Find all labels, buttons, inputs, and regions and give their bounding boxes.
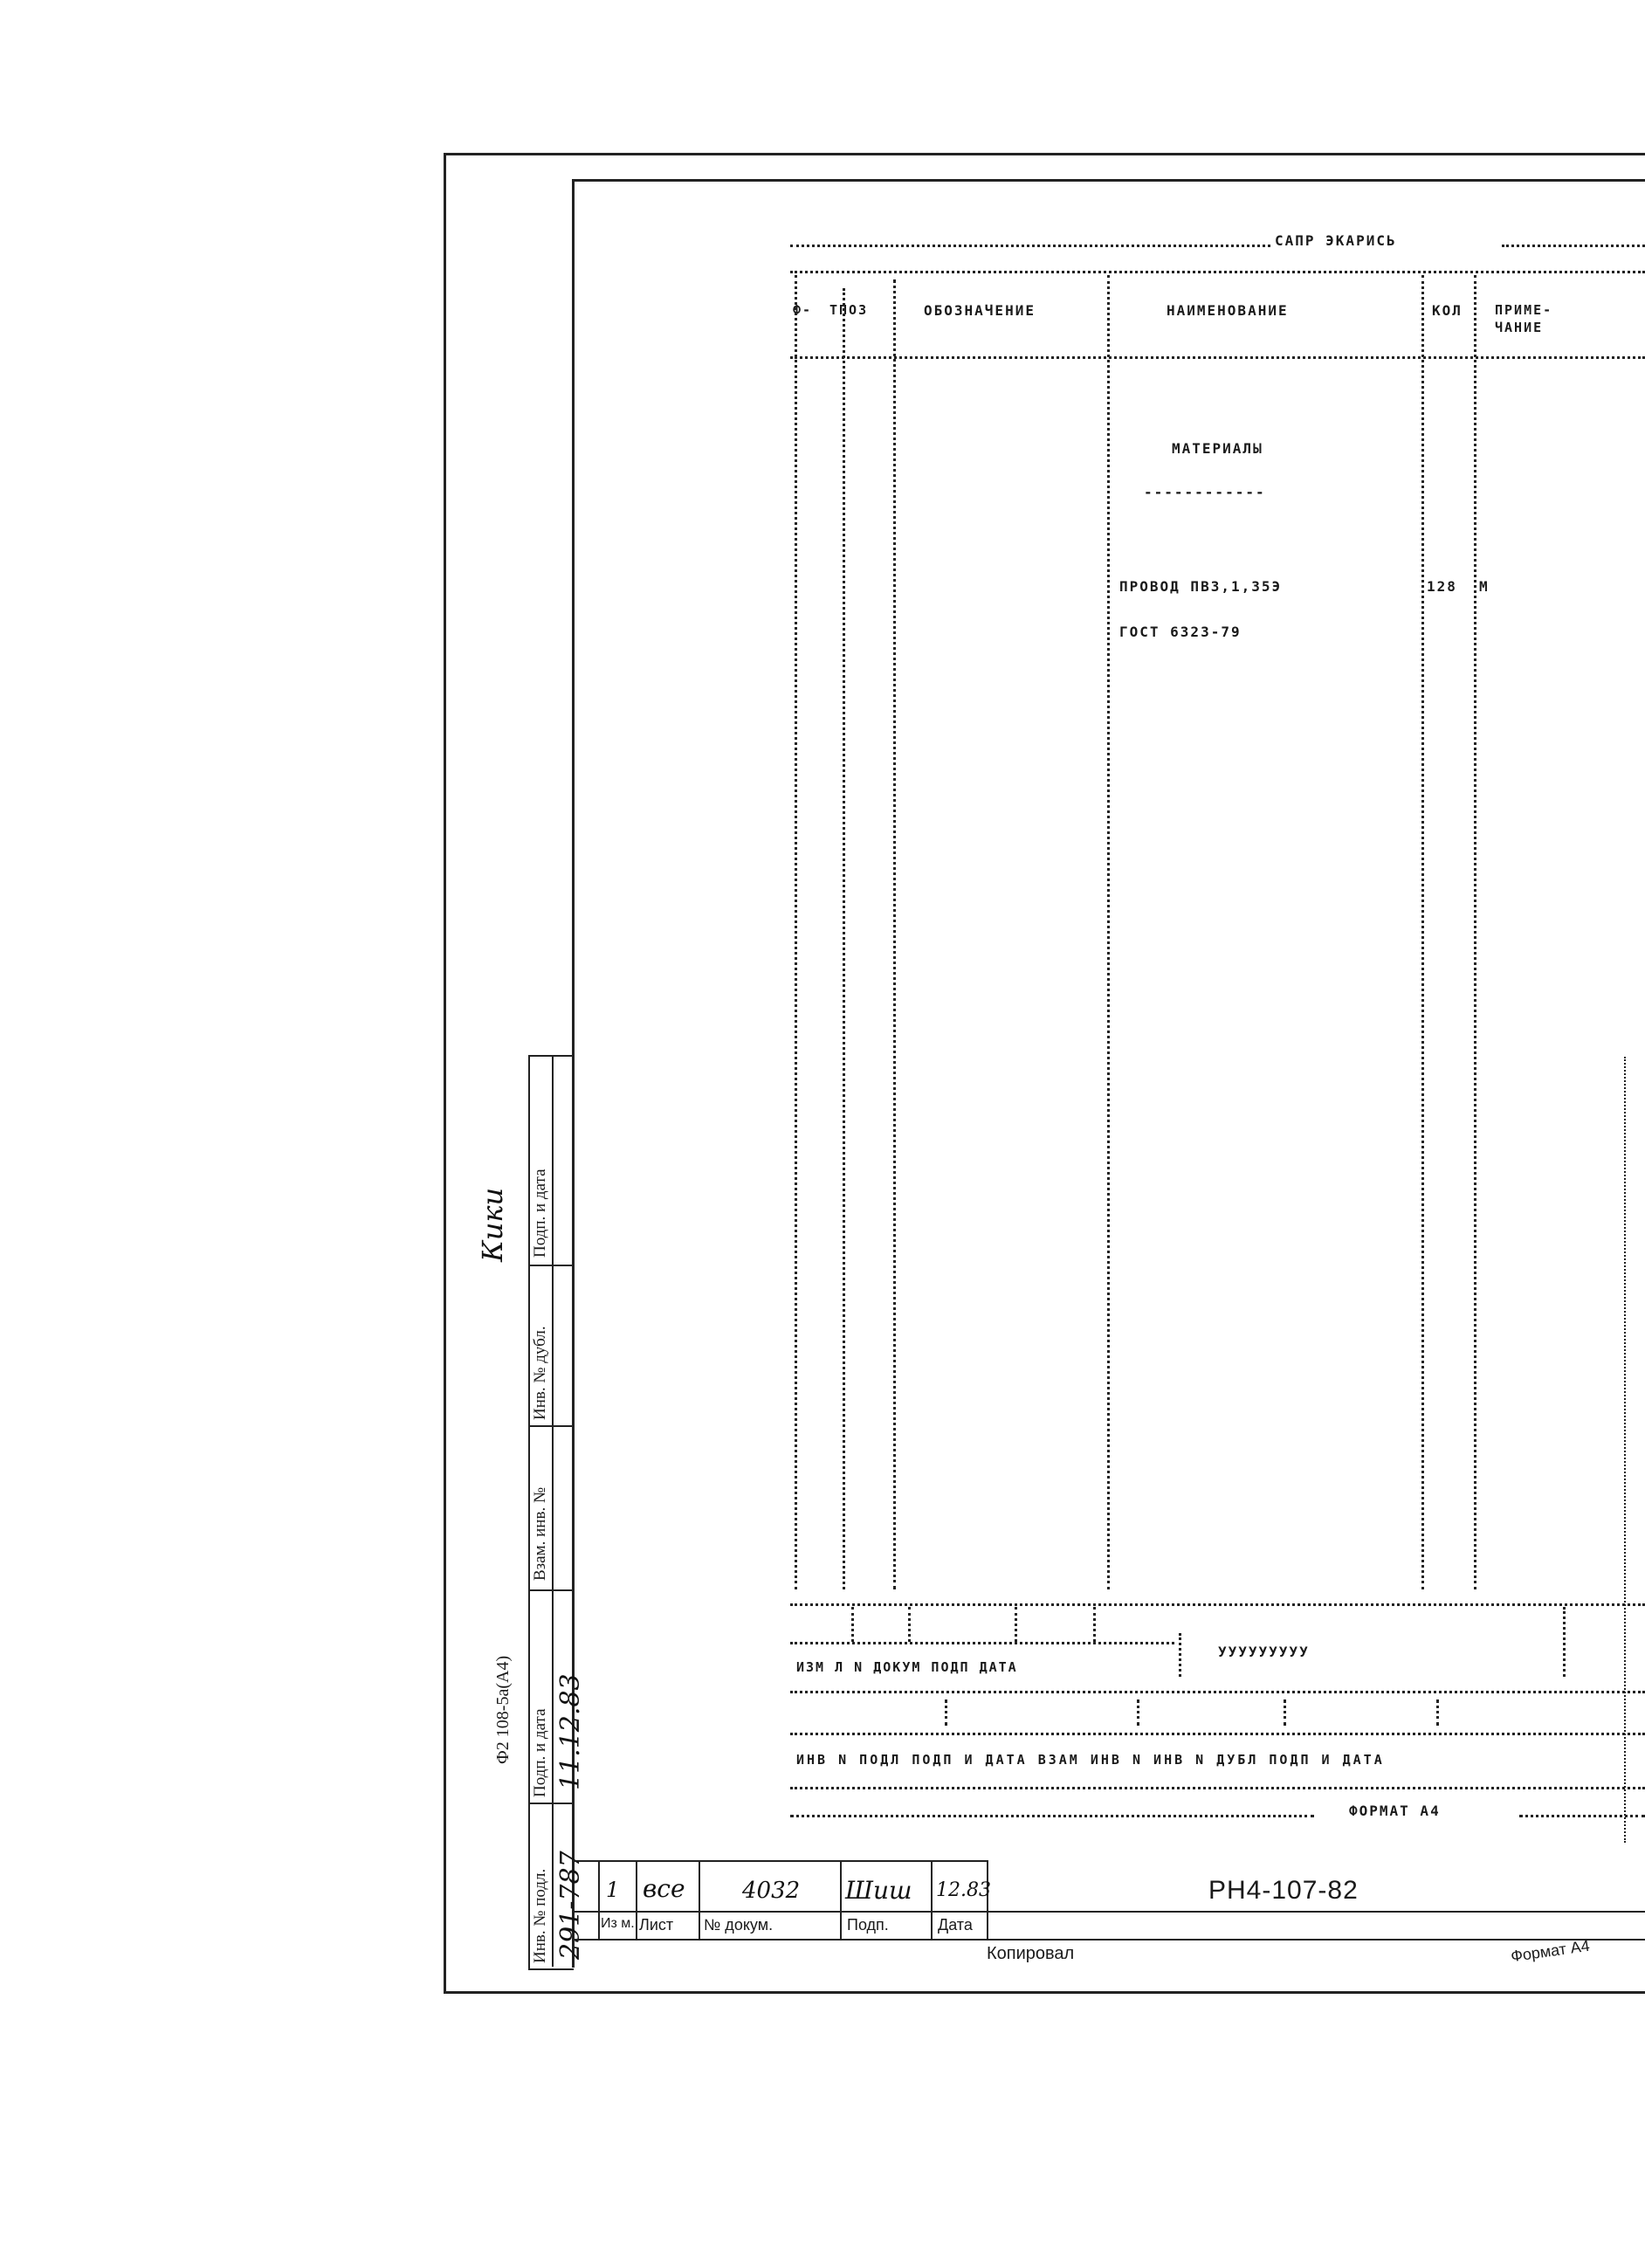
item-unit: М	[1479, 578, 1490, 595]
top-dotted-line	[790, 245, 1270, 247]
header-top-line	[790, 271, 1645, 273]
title-signature: Шиш	[845, 1876, 912, 1905]
side-stamp-divider	[552, 1055, 554, 1967]
col-line-1	[795, 275, 797, 1589]
col-qty: КОЛ	[1432, 302, 1463, 319]
title-sheet-value: все	[643, 1874, 685, 1903]
bottom-row: ИНВ N ПОДЛ ПОДП И ДАТА ВЗАМ ИНВ N ИНВ N ДУБЛ ПОДП И ДАТА	[796, 1752, 1385, 1768]
stamp-div-7	[945, 1699, 947, 1726]
title-date: 12.83	[936, 1879, 991, 1901]
stamp-line-5	[790, 1787, 1645, 1789]
stamp-row-labels: ИЗМ Л N ДОКУМ ПОДП ДАТА	[796, 1659, 1018, 1675]
side-label-podp-data-1: Подп. и дата	[531, 1708, 549, 1797]
stamp-div-5	[1179, 1633, 1181, 1677]
title-col-2	[636, 1860, 637, 1939]
format-caption: Формат А4	[1509, 1936, 1591, 1966]
top-dotted-line-right	[1502, 245, 1645, 247]
side-cell-sep-1	[528, 1265, 572, 1266]
header-bottom-line	[790, 356, 1645, 359]
col-line-5	[1421, 275, 1424, 1589]
col-line-3	[893, 279, 896, 1589]
stamp-line-4	[790, 1733, 1645, 1735]
side-cell-sep-4	[528, 1803, 572, 1804]
stamp-div-4	[1093, 1607, 1096, 1642]
side-label-inv-dubl: Инв. № дубл.	[531, 1326, 549, 1420]
title-doc-no: 4032	[742, 1878, 801, 1904]
title-header-izm: Из м.	[601, 1916, 635, 1931]
col-line-2	[843, 288, 845, 1589]
copied-caption: Копировал	[987, 1944, 1075, 1963]
item-line-1: ПРОВОД ПВЗ,1,35Э	[1119, 578, 1283, 595]
col-line-4	[1107, 275, 1110, 1589]
stamp-line-2	[790, 1642, 1174, 1644]
item-qty: 128	[1427, 578, 1457, 595]
col-name: НАИМЕНОВАНИЕ	[1167, 302, 1289, 319]
side-value-inv-podl: 291-787	[555, 1851, 586, 1960]
col-designation: ОБОЗНАЧЕНИЕ	[924, 302, 1036, 319]
side-cell-sep-2	[528, 1425, 572, 1427]
side-label-vzam-inv: Взам. инв. №	[531, 1486, 549, 1581]
stamp-div-3	[1015, 1607, 1017, 1642]
title-header-dokum: № докум.	[704, 1916, 774, 1934]
stamp-div-1	[851, 1607, 854, 1642]
stamp-div-8	[1137, 1699, 1139, 1726]
col-note-2: ЧАНИЕ	[1495, 320, 1544, 335]
stamp-line-3	[790, 1691, 1645, 1693]
stamp-code: УУУУУУУУУ	[1218, 1644, 1310, 1660]
format-line-left	[790, 1815, 1314, 1817]
right-edge-marks	[1624, 1057, 1626, 1843]
stamp-div-9	[1284, 1699, 1286, 1726]
title-designation: РН4-107-82	[1208, 1876, 1359, 1905]
format-line-right	[1519, 1815, 1645, 1817]
side-value-podp-data: 11.12.83	[555, 1673, 586, 1790]
side-label-podp-data-2: Подп. и дата	[531, 1168, 549, 1258]
title-line-top	[572, 1860, 987, 1862]
stamp-line-1	[790, 1603, 1645, 1606]
col-note-1: ПРИМЕ-	[1495, 302, 1553, 318]
title-col-1	[598, 1860, 600, 1939]
title-col-4	[840, 1860, 842, 1939]
item-line-2: ГОСТ 6323-79	[1119, 624, 1242, 640]
title-header-data: Дата	[938, 1916, 973, 1934]
section-title: МАТЕРИАЛЫ	[1172, 440, 1263, 457]
format-line: ФОРМАТ А4	[1349, 1803, 1441, 1819]
title-col-3	[699, 1860, 700, 1939]
system-line: САПР ЭКАРИСЬ	[1275, 232, 1397, 249]
col-zone: ТПОЗ	[829, 302, 869, 318]
title-col-5	[931, 1860, 933, 1939]
title-header-podp: Подп.	[847, 1916, 889, 1934]
stamp-div-2	[908, 1607, 911, 1642]
side-form-code: Ф2 108-5а(А4)	[493, 1655, 513, 1764]
side-signature: Кики	[476, 1187, 509, 1262]
stamp-div-10	[1436, 1699, 1439, 1726]
title-header-list: Лист	[639, 1916, 674, 1934]
side-cell-sep-3	[528, 1589, 572, 1591]
stamp-div-6	[1563, 1607, 1566, 1677]
title-line-mid	[572, 1911, 1645, 1913]
section-underline: ------------	[1144, 484, 1266, 500]
col-line-6	[1474, 275, 1476, 1589]
col-format: Ф-	[793, 302, 813, 318]
side-label-inv-podl: Инв. № подл.	[531, 1868, 549, 1963]
title-line-bottom	[572, 1939, 1645, 1941]
title-change-no: 1	[606, 1878, 620, 1902]
